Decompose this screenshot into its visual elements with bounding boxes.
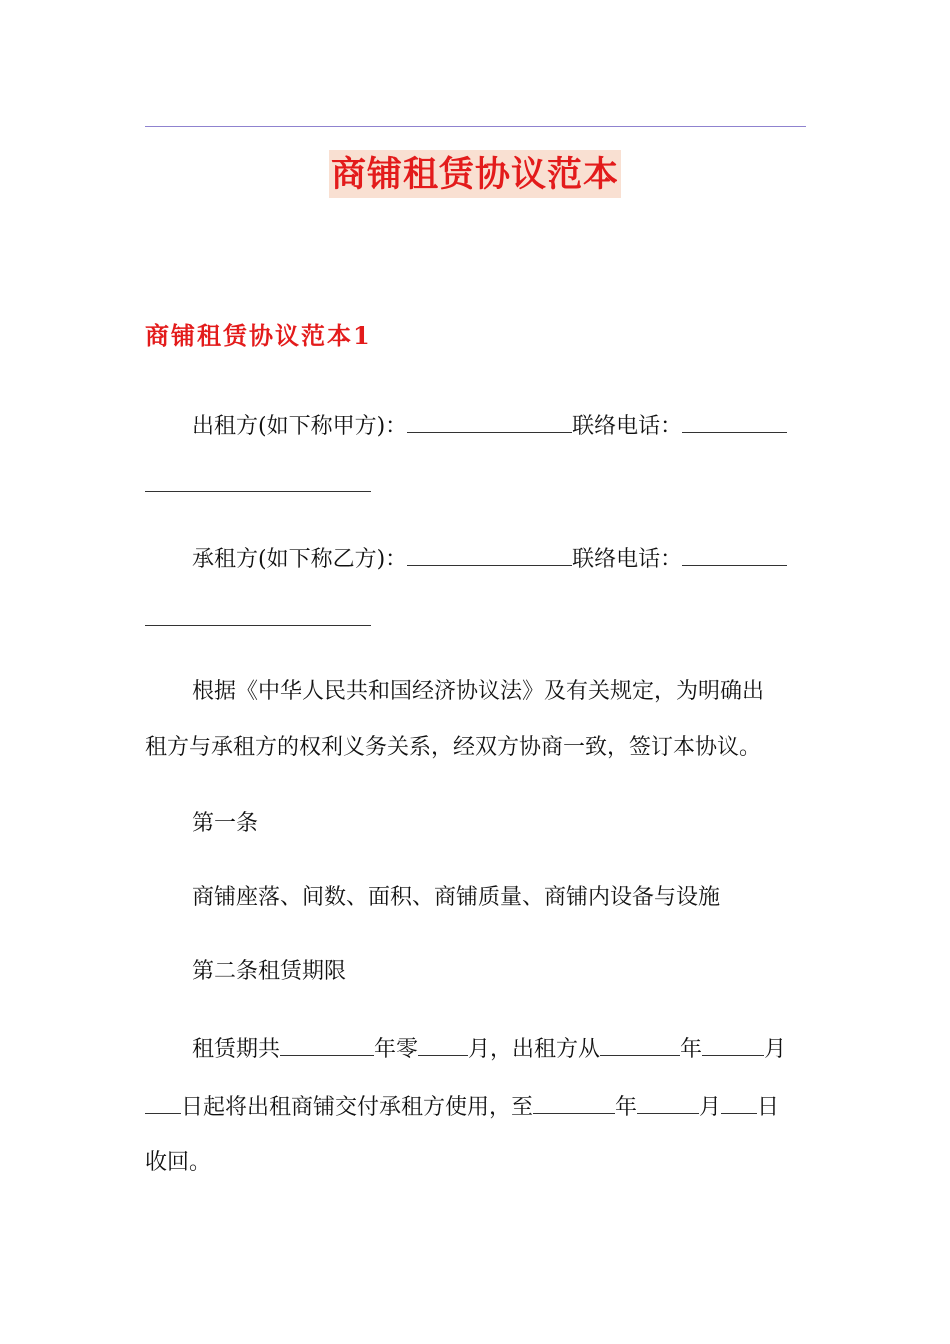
lease-term-line-1 bbox=[145, 1033, 806, 1065]
term-months-blank bbox=[418, 1033, 468, 1056]
header-rule bbox=[145, 126, 806, 127]
start-month-blank bbox=[702, 1033, 764, 1056]
end-day-blank bbox=[721, 1091, 757, 1114]
lessee-name-blank bbox=[407, 543, 572, 566]
article-1-body: 商铺座落、间数、面积、商铺质量、商铺内设备与设施 bbox=[192, 885, 721, 910]
term-text-4: 年 bbox=[680, 1037, 703, 1062]
preamble-line-2: 租方与承租方的权利义务关系，经双方协商一致，签订本协议。 bbox=[145, 735, 762, 760]
term-years-blank bbox=[280, 1033, 374, 1056]
term-text-7: 年 bbox=[615, 1095, 638, 1120]
lessor-line bbox=[145, 410, 806, 442]
article-2-title: 第二条租赁期限 bbox=[192, 959, 347, 984]
end-year-blank bbox=[533, 1091, 615, 1114]
lessor-phone-blank-continued bbox=[145, 491, 371, 492]
document-title: 商铺租赁协议范本 bbox=[329, 150, 621, 198]
term-text-3: 月，出租方从 bbox=[468, 1037, 601, 1062]
lessee-phone-label: 联络电话： bbox=[572, 547, 683, 572]
term-text-6: 日起将出租商铺交付承租方使用，至 bbox=[181, 1095, 534, 1120]
term-text-2: 年零 bbox=[374, 1037, 419, 1062]
lessee-label: 承租方(如下称乙方)： bbox=[192, 547, 408, 572]
lessor-label: 出租方(如下称甲方)： bbox=[192, 414, 408, 439]
lease-term-line-3: 收回。 bbox=[145, 1150, 212, 1175]
document-title-wrap bbox=[0, 150, 950, 198]
section-heading: 商铺租赁协议范本1 bbox=[145, 321, 372, 350]
start-year-blank bbox=[600, 1033, 680, 1056]
term-text-8: 月 bbox=[699, 1095, 722, 1120]
lease-term-line-2 bbox=[145, 1091, 806, 1123]
term-text-9: 日 bbox=[757, 1095, 780, 1120]
lessor-phone-blank bbox=[682, 410, 787, 433]
term-text-1: 租赁期共 bbox=[192, 1037, 281, 1062]
term-text-5: 月 bbox=[764, 1037, 787, 1062]
article-1-title: 第一条 bbox=[192, 811, 259, 836]
end-month-blank bbox=[637, 1091, 699, 1114]
lessee-phone-blank-continued bbox=[145, 625, 371, 626]
lessor-phone-label: 联络电话： bbox=[572, 414, 683, 439]
start-day-blank bbox=[145, 1091, 181, 1114]
lessor-name-blank bbox=[407, 410, 572, 433]
lessee-line bbox=[145, 543, 806, 575]
preamble-line-1: 根据《中华人民共和国经济协议法》及有关规定，为明确出 bbox=[192, 679, 765, 704]
lessee-phone-blank bbox=[682, 543, 787, 566]
